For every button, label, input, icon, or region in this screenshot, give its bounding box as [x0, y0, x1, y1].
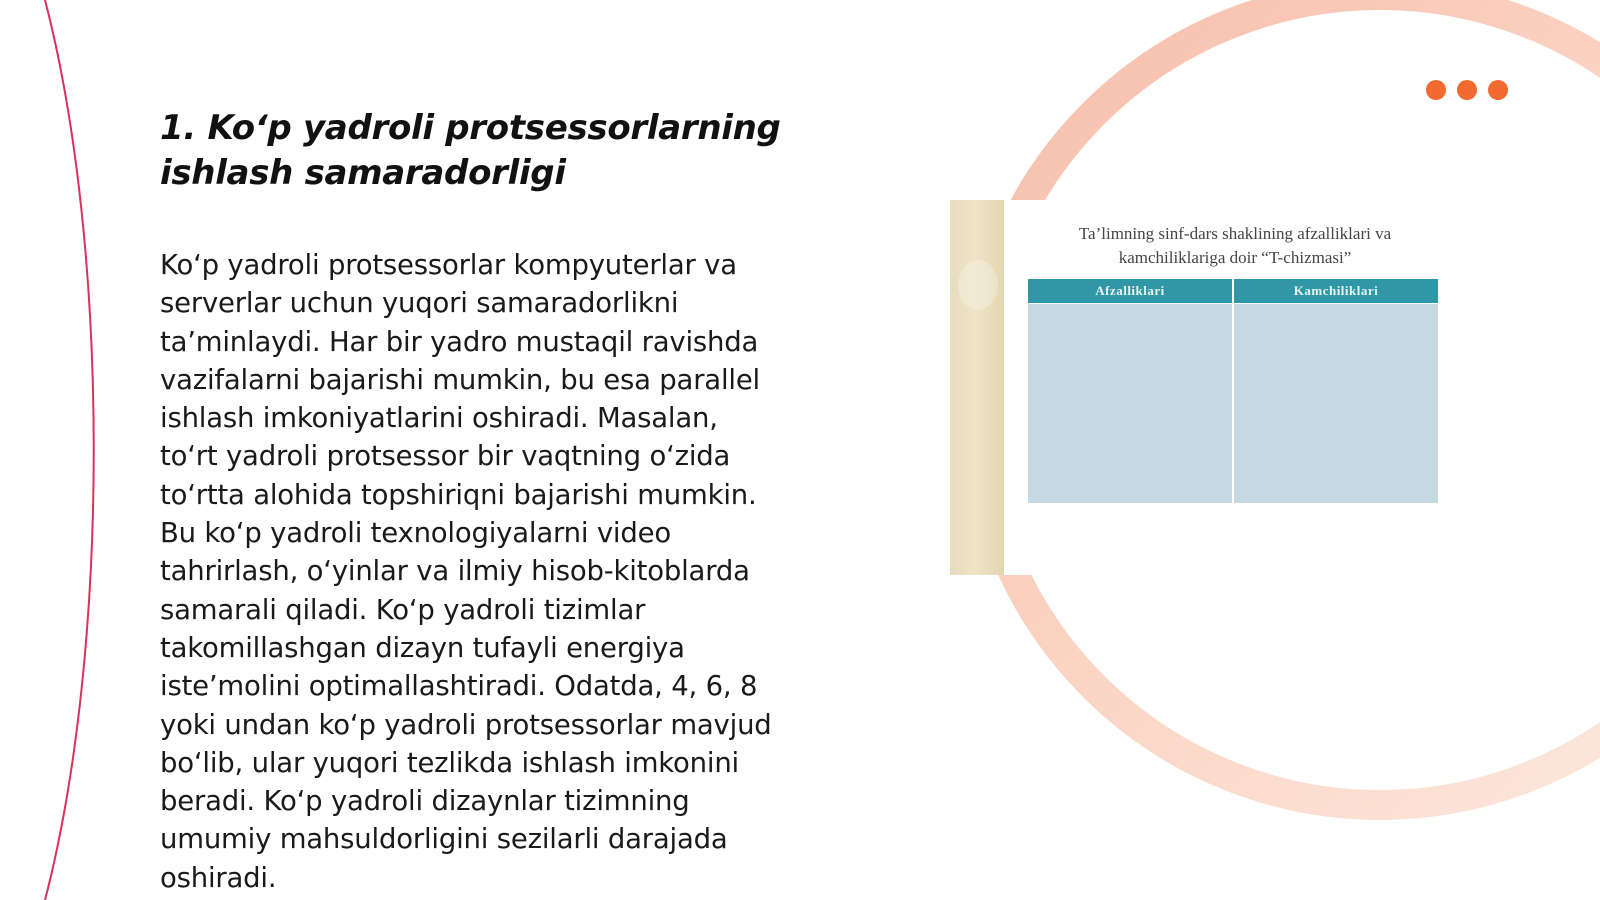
t-chart-cell-advantages	[1028, 304, 1232, 503]
t-chart-header-advantages: Afzalliklari	[1028, 279, 1232, 303]
slide-body-text: Ko‘p yadroli protsessorlar kompyuterlar va serverlar uchun yuqori samaradorlikni ta’minlaydi. Har bir yadro mustaqil ravishda vazifalarni bajarishi mumkin, bu esa parallel ishlash imkoniyatlarini oshiradi. Masalan, to‘rt yadroli protsessor bir vaqtning o‘zida to‘rtta alohida topshiriqni bajarishi mumkin. Bu ko‘p yadroli texnologiyalarni video tahrirlash, o‘yinlar va ilmiy hisob-kitoblarda samarali qiladi. Ko‘p yadroli tizimlar takomillashgan dizayn tufayli energiya iste’molini optimallashtiradi. Odatda, 4, 6, 8 yoki undan ko‘p yadroli protsessorlar mavjud bo‘lib, ular yuqori tezlikda ishlash imkonini beradi. Ko‘p yadroli dizaynlar tizimning umumiy mahsuldorligini sezilarli darajada oshiradi.	[160, 249, 772, 894]
t-chart-column-advantages	[1028, 279, 1232, 503]
figure-caption: Ta’limning sinf-dars shaklining afzalliklari va kamchiliklariga doir “T-chizmasi”	[1078, 224, 1392, 267]
dot-icon	[1488, 80, 1508, 100]
t-chart-figure	[950, 200, 1445, 575]
more-options-dots	[1426, 80, 1508, 100]
slide-title-line1: 1. Ko‘p yadroli protsessorlarning	[160, 108, 781, 148]
slide-title-line2: ishlash samaradorligi	[160, 153, 566, 193]
slide-title	[160, 106, 850, 196]
dot-icon	[1457, 80, 1477, 100]
t-chart-header-disadvantages: Kamchiliklari	[1234, 279, 1438, 303]
t-chart-column-disadvantages	[1234, 279, 1438, 503]
t-chart-cell-disadvantages	[1234, 304, 1438, 503]
book-spine-image	[950, 200, 1004, 575]
dot-icon	[1426, 80, 1446, 100]
t-chart-table	[1028, 279, 1438, 503]
